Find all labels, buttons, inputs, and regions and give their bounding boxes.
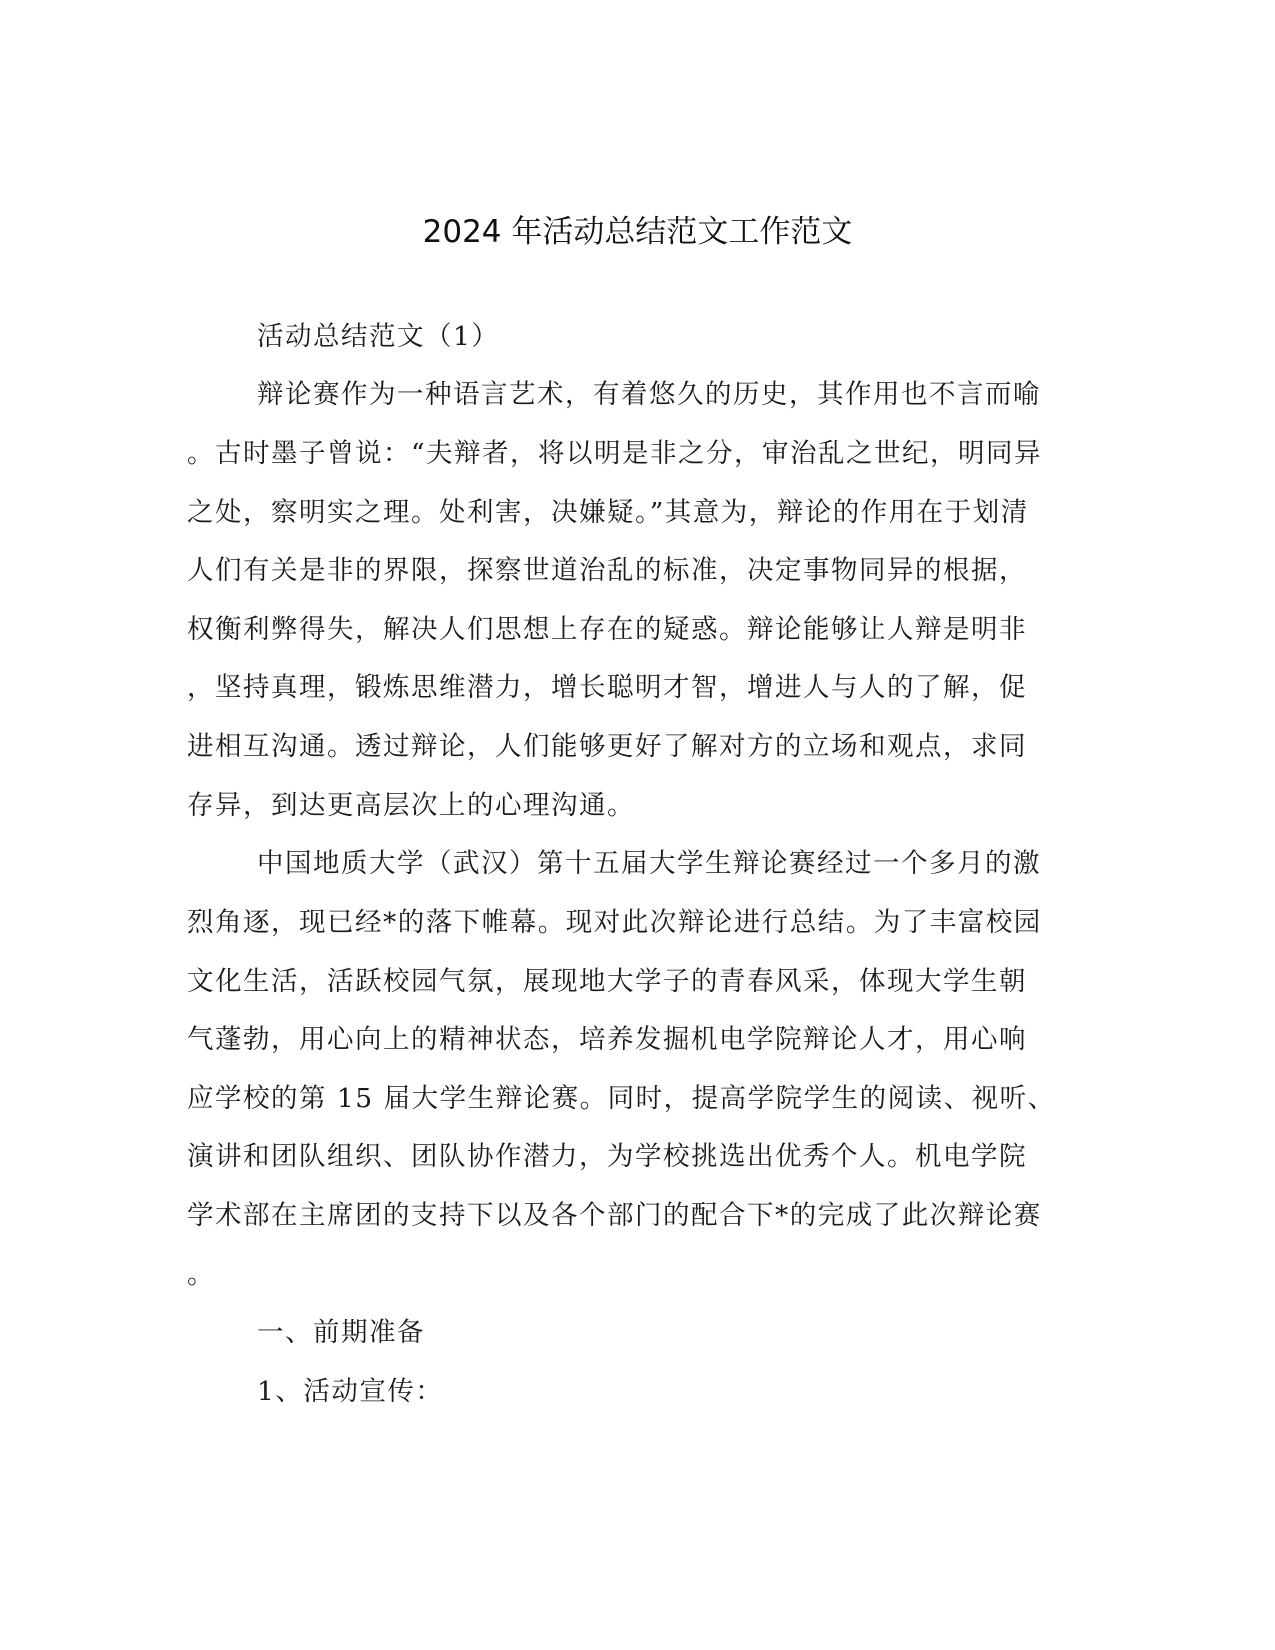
paragraph-line: 权衡利弊得失，解决人们思想上存在的疑惑。辩论能够让人辩是明非 [187,614,1027,645]
subsection-heading: 1、活动宣传： [257,1376,444,1407]
paragraph-line: 之处，察明实之理。处利害，决嫌疑。”其意为，辩论的作用在于划清 [187,497,1029,528]
paragraph-line: 。古时墨子曾说：“夫辩者，将以明是非之分，审治乱之世纪，明同异 [187,438,1043,469]
paragraph-line: 烈角逐，现已经*的落下帷幕。现对此次辩论进行总结。为了丰富校园 [187,907,1042,938]
paragraph-line: 进相互沟通。透过辩论，人们能够更好了解对方的立场和观点，求同 [187,731,1027,762]
paragraph-line: 辩论赛作为一种语言艺术，有着悠久的历史，其作用也不言而喻 [257,379,1041,410]
document-title: 2024 年活动总结范文工作范文 [422,214,853,250]
section-heading: 一、前期准备 [257,1317,425,1348]
paragraph-line: ，坚持真理，锻炼思维潜力，增长聪明才智，增进人与人的了解，促 [187,672,1027,703]
paragraph-line: 气蓬勃，用心向上的精神状态，培养发掘机电学院辩论人才，用心响 [187,1024,1027,1055]
paragraph-line: 。 [187,1259,215,1290]
section-heading: 活动总结范文（1） [257,321,500,352]
paragraph-line: 人们有关是非的界限，探察世道治乱的标准，决定事物同异的根据， [187,555,1027,586]
paragraph-line: 应学校的第 15 届大学生辩论赛。同时，提高学院学生的阅读、视听、 [187,1083,1056,1114]
paragraph-line: 中国地质大学（武汉）第十五届大学生辩论赛经过一个多月的激 [257,848,1041,879]
paragraph-line: 存异，到达更高层次上的心理沟通。 [187,790,635,821]
paragraph-line: 演讲和团队组织、团队协作潜力，为学校挑选出优秀个人。机电学院 [187,1141,1027,1172]
paragraph-line: 学术部在主席团的支持下以及各个部门的配合下*的完成了此次辩论赛 [187,1200,1042,1231]
paragraph-line: 文化生活，活跃校园气氛，展现地大学子的青春风采，体现大学生朝 [187,966,1027,997]
